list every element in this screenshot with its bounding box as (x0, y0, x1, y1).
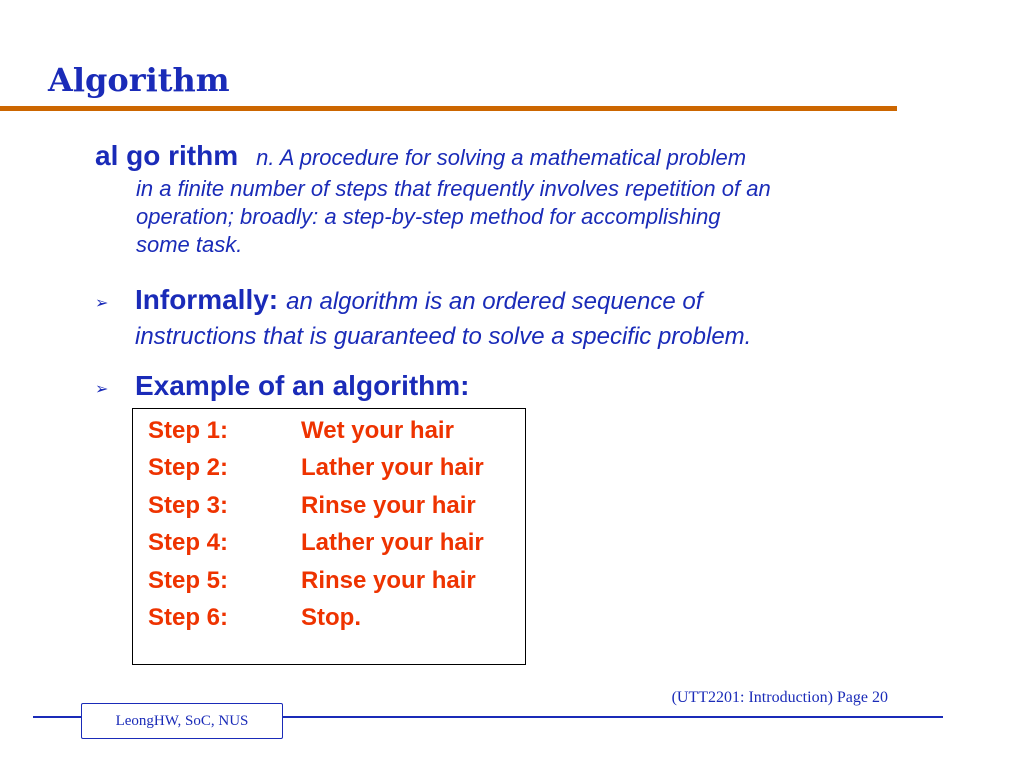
bullet-text: an algorithm is an ordered sequence of (286, 288, 703, 315)
steps-box (132, 408, 526, 665)
definition-line: some task. (136, 232, 243, 257)
step-row (148, 487, 476, 524)
step-action: Rinse your hair (301, 492, 476, 519)
footer-author-box: LeongHW, SoC, NUS (81, 703, 283, 739)
title-rule (0, 106, 897, 111)
bullet-text: instructions that is guaranteed to solve a specific problem. (135, 323, 752, 350)
step-label: Step 2: (148, 454, 229, 481)
step-label: Step 5: (148, 567, 229, 594)
step-row (148, 412, 454, 449)
step-row (148, 524, 484, 561)
arrowhead-bullet-icon: ➢ (95, 295, 109, 312)
step-label: Step 3: (148, 492, 229, 519)
step-action: Stop. (301, 604, 361, 631)
slide-title: Algorithm (48, 61, 230, 99)
step-action: Lather your hair (301, 454, 484, 481)
step-row (148, 599, 361, 636)
footer-page-number: (UTT2201: Introduction) Page 20 (671, 689, 888, 706)
step-action: Wet your hair (301, 417, 454, 444)
footer-rule (33, 716, 81, 718)
definition-term: al go rithm (95, 140, 239, 171)
bullet-example (95, 370, 895, 407)
arrowhead-bullet-icon: ➢ (95, 381, 109, 398)
definition (95, 142, 895, 259)
step-action: Lather your hair (301, 529, 484, 556)
step-action: Rinse your hair (301, 567, 476, 594)
definition-line: n. A procedure for solving a mathematical problem (256, 145, 747, 170)
bullet-heading: Informally: (135, 284, 279, 315)
definition-line: in a finite number of steps that frequently involves repetition of an (136, 176, 771, 201)
bullet-informally (95, 284, 895, 353)
step-label: Step 4: (148, 529, 229, 556)
bullet-heading: Example of an algorithm: (135, 370, 470, 401)
footer-rule (283, 716, 943, 718)
step-label: Step 1: (148, 417, 229, 444)
step-row (148, 562, 476, 599)
definition-line: operation; broadly: a step-by-step method for accomplishing (136, 204, 721, 229)
step-label: Step 6: (148, 604, 229, 631)
step-row (148, 449, 484, 486)
